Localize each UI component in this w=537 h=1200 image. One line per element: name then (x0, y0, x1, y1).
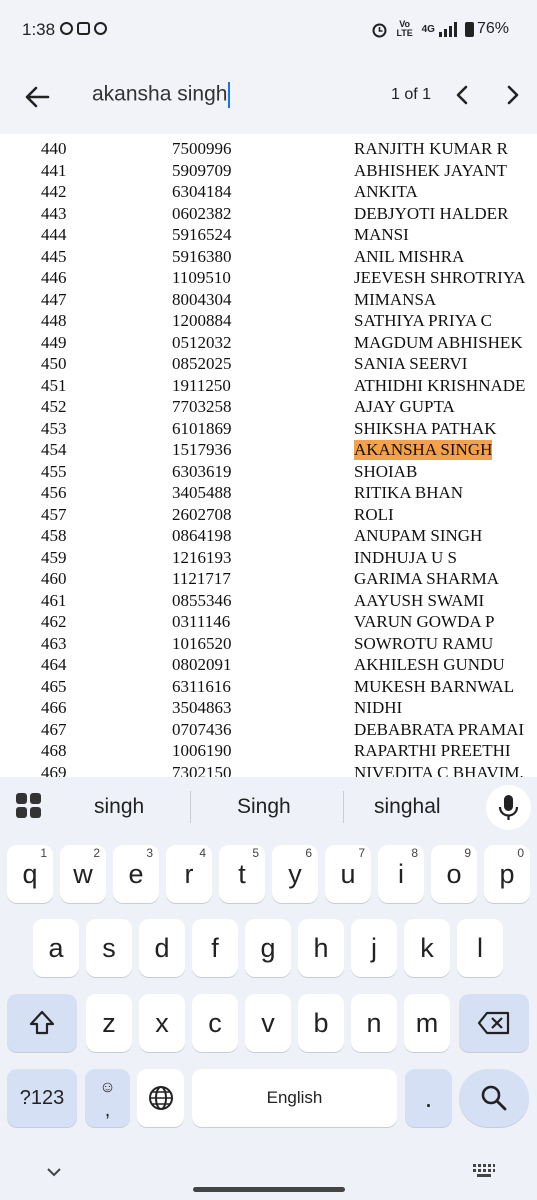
table-row (0, 763, 537, 778)
roll-code: 3504863 (172, 698, 232, 717)
roll-code: 7703258 (172, 397, 232, 416)
key-label: i (398, 859, 404, 889)
key-label: r (184, 859, 194, 889)
key-label: g (260, 933, 276, 963)
serial-number: 443 (41, 203, 67, 223)
roll-code: 1121717 (172, 569, 231, 588)
serial-number: 463 (41, 633, 67, 653)
table-row (0, 526, 537, 548)
table-row (0, 225, 537, 247)
period-key[interactable]: . (405, 1069, 452, 1127)
serial-number: 440 (41, 139, 67, 158)
key-r[interactable] (166, 845, 212, 903)
table-row (0, 612, 537, 634)
roll-code: 0512032 (172, 332, 232, 352)
serial-number: 441 (41, 160, 67, 180)
roll-code: 7302150 (172, 762, 232, 777)
roll-code: 0864198 (172, 526, 232, 545)
emoji-comma-key[interactable] (85, 1069, 130, 1127)
key-label: s (102, 933, 116, 963)
roll-code: 5909709 (172, 160, 232, 180)
candidate-name: AAYUSH SWAMI (354, 590, 485, 610)
key-label: a (48, 933, 64, 963)
candidate-name: RAPARTHI PREETHI (354, 741, 511, 760)
serial-number: 457 (41, 504, 67, 524)
status-time: 1:38 (22, 20, 56, 39)
search-key[interactable] (459, 1069, 529, 1127)
text-cursor (228, 82, 230, 108)
key-f[interactable] (192, 919, 238, 977)
key-label: c (208, 1008, 222, 1038)
roll-code: 1911250 (172, 375, 231, 395)
key-label: w (73, 859, 93, 889)
apps-grid-icon[interactable] (16, 793, 42, 819)
roll-code: 6304184 (172, 182, 232, 201)
serial-number: 449 (41, 332, 67, 352)
serial-number: 460 (41, 569, 67, 588)
candidate-name: MAGDUM ABHISHEK (354, 332, 523, 352)
candidate-name: DEBABRATA PRAMAI (354, 719, 525, 739)
find-in-page-toolbar (0, 62, 537, 134)
candidate-name: NIDHI (354, 698, 403, 717)
table-row (0, 182, 537, 204)
roll-code: 1016520 (172, 633, 232, 653)
key-a[interactable] (33, 919, 79, 977)
key-number-hint: 4 (199, 846, 206, 860)
next-match-button[interactable] (498, 80, 528, 110)
serial-number: 464 (41, 655, 67, 674)
candidate-name: ATHIDHI KRISHNADE (354, 375, 526, 395)
table-row (0, 440, 537, 462)
key-label: y (288, 859, 302, 889)
serial-number: 445 (41, 246, 67, 266)
candidate-name: MIMANSA (354, 289, 437, 309)
key-label: m (415, 1008, 439, 1038)
search-input[interactable] (92, 82, 230, 108)
suggestion-3[interactable]: singhal (374, 795, 441, 818)
serial-number: 454 (41, 440, 67, 459)
serial-number: 446 (41, 268, 67, 287)
divider (190, 791, 191, 823)
battery-percent: 76% (476, 20, 509, 37)
key-j[interactable] (351, 919, 397, 977)
table-row (0, 376, 537, 398)
serial-number: 451 (41, 375, 67, 395)
table-row (0, 698, 537, 720)
key-e[interactable] (113, 845, 159, 903)
suggestion-2[interactable]: Singh (237, 795, 291, 818)
serial-number: 468 (41, 741, 67, 760)
key-label: z (102, 1008, 116, 1038)
table-row (0, 462, 537, 484)
key-label: d (154, 933, 170, 963)
candidate-name: RANJITH KUMAR R (354, 139, 508, 158)
roll-code: 0707436 (172, 719, 232, 739)
key-number-hint: 7 (358, 846, 365, 860)
keyboard-switch-icon[interactable] (472, 1163, 496, 1179)
table-row (0, 139, 537, 161)
key-label: u (340, 859, 356, 889)
roll-code: 1200884 (172, 311, 232, 330)
key-label: p (499, 859, 515, 889)
divider (343, 791, 344, 823)
serial-number: 447 (41, 289, 67, 309)
key-number-hint: 0 (517, 846, 524, 860)
key-u[interactable] (325, 845, 371, 903)
backspace-key[interactable] (459, 994, 529, 1052)
alarm-icon (371, 21, 388, 38)
roll-code: 2602708 (172, 504, 232, 524)
search-query-text: akansha singh (92, 82, 228, 106)
key-number-hint: 1 (40, 846, 47, 860)
key-label: n (366, 1008, 382, 1038)
message-icon (77, 22, 90, 35)
on-screen-keyboard (0, 777, 537, 1200)
candidate-name: MUKESH BARNWAL (354, 676, 515, 696)
candidate-name: NIVEDITA C BHAVIM. (354, 762, 524, 777)
key-label: x (155, 1008, 169, 1038)
table-row (0, 677, 537, 699)
serial-number: 467 (41, 719, 67, 739)
key-label: v (261, 1008, 275, 1038)
key-label: b (313, 1008, 329, 1038)
roll-code: 6311616 (172, 676, 231, 696)
candidate-name: MANSI (354, 225, 409, 244)
serial-number: 458 (41, 526, 67, 545)
candidate-name: ANUPAM SINGH (354, 526, 483, 545)
key-y[interactable] (272, 845, 318, 903)
table-row (0, 591, 537, 613)
table-row (0, 333, 537, 355)
candidate-name: GARIMA SHARMA (354, 569, 499, 588)
key-number-hint: 6 (305, 846, 312, 860)
serial-number: 465 (41, 676, 67, 696)
table-row (0, 161, 537, 183)
candidate-name: ANKITA (354, 182, 418, 201)
table-row (0, 397, 537, 419)
key-label: e (128, 859, 144, 889)
key-number-hint: 9 (464, 846, 471, 860)
table-row (0, 419, 537, 441)
hide-keyboard-icon[interactable] (44, 1165, 64, 1179)
candidate-name: SOWROTU RAMU (354, 633, 494, 653)
key-label: k (420, 933, 434, 963)
table-row (0, 655, 537, 677)
serial-number: 469 (41, 762, 67, 777)
microphone-button[interactable] (486, 785, 531, 830)
key-number-hint: 5 (252, 846, 259, 860)
battery-icon (465, 22, 474, 37)
symbols-key[interactable]: ?123 (7, 1069, 77, 1127)
serial-number: 453 (41, 418, 67, 438)
key-x[interactable] (139, 994, 185, 1052)
key-label: f (211, 933, 219, 963)
candidate-name: ABHISHEK JAYANT (354, 160, 507, 180)
whatsapp-icon (94, 22, 107, 35)
table-row (0, 720, 537, 742)
whatsapp-icon (60, 22, 73, 35)
key-i[interactable] (378, 845, 424, 903)
suggestion-1[interactable]: singh (94, 795, 145, 818)
roll-code: 1006190 (172, 741, 232, 760)
key-number-hint: 3 (146, 846, 153, 860)
candidate-name: INDHUJA U S (354, 547, 457, 567)
backspace-icon (476, 1008, 512, 1038)
key-label: j (371, 933, 377, 963)
key-number-hint: 2 (93, 846, 100, 860)
key-d[interactable] (139, 919, 185, 977)
key-n[interactable] (351, 994, 397, 1052)
serial-number: 455 (41, 461, 67, 481)
roll-code: 0802091 (172, 655, 232, 674)
suggestion-strip (0, 777, 537, 839)
roll-code: 6101869 (172, 418, 232, 438)
signal-icon (439, 22, 457, 37)
candidate-name: AJAY GUPTA (354, 397, 455, 416)
serial-number: 450 (41, 354, 67, 373)
serial-number: 456 (41, 483, 67, 502)
serial-number: 444 (41, 225, 67, 244)
key-m[interactable] (404, 994, 450, 1052)
table-row (0, 548, 537, 570)
document-view[interactable] (0, 134, 537, 777)
roll-code: 0311146 (172, 612, 231, 631)
key-k[interactable] (404, 919, 450, 977)
microphone-icon (486, 785, 531, 830)
back-arrow-icon[interactable] (22, 82, 52, 112)
roll-code: 5916380 (172, 246, 232, 266)
table-row (0, 634, 537, 656)
key-label: t (238, 859, 246, 889)
table-row (0, 483, 537, 505)
gesture-handle (193, 1187, 345, 1192)
roll-code: 0852025 (172, 354, 232, 373)
table-row (0, 290, 537, 312)
key-v[interactable] (245, 994, 291, 1052)
emoji-icon: ☺ (99, 1079, 116, 1096)
volte-indicator: Vo LTE (396, 19, 413, 38)
roll-code: 5916524 (172, 225, 232, 244)
table-row (0, 741, 537, 763)
key-o[interactable] (431, 845, 477, 903)
candidate-name: SANIA SEERVI (354, 354, 468, 373)
serial-number: 461 (41, 590, 67, 610)
language-key[interactable] (137, 1069, 184, 1127)
previous-match-button[interactable] (448, 80, 478, 110)
status-right (371, 20, 509, 38)
table-row (0, 311, 537, 333)
key-label: l (477, 933, 483, 963)
shift-key[interactable] (7, 994, 77, 1052)
roll-code: 0855346 (172, 590, 232, 610)
candidate-name: VARUN GOWDA P (354, 612, 495, 631)
roll-code: 1517936 (172, 440, 232, 459)
roll-code: 1109510 (172, 268, 231, 287)
candidate-name: RITIKA BHAN (354, 483, 464, 502)
key-number-hint: 8 (411, 846, 418, 860)
key-label: h (313, 933, 329, 963)
serial-number: 462 (41, 612, 67, 631)
table-row (0, 247, 537, 269)
search-icon (478, 1082, 510, 1114)
roll-code: 7500996 (172, 139, 232, 158)
serial-number: 452 (41, 397, 67, 416)
notification-icons (60, 22, 107, 35)
candidate-name: ANIL MISHRA (354, 246, 465, 266)
key-g[interactable] (245, 919, 291, 977)
candidate-name: JEEVESH SHROTRIYA (354, 268, 526, 287)
key-p[interactable] (484, 845, 530, 903)
roll-code: 6303619 (172, 461, 232, 481)
status-bar (0, 0, 537, 62)
globe-icon (147, 1084, 175, 1112)
shift-arrow-icon (27, 1008, 57, 1038)
space-bar[interactable]: English (192, 1069, 397, 1127)
table-row (0, 268, 537, 290)
table-row (0, 569, 537, 591)
candidate-name: ROLI (354, 504, 394, 524)
serial-number: 448 (41, 311, 67, 330)
match-count: 1 of 1 (391, 86, 432, 103)
comma-label: , (104, 1099, 111, 1121)
candidate-name: SHIKSHA PATHAK (354, 418, 497, 438)
serial-number: 459 (41, 547, 67, 567)
key-w[interactable] (60, 845, 106, 903)
candidate-name: DEBJYOTI HALDER (354, 203, 509, 223)
key-b[interactable] (298, 994, 344, 1052)
table-row (0, 204, 537, 226)
key-label: q (22, 859, 38, 889)
key-z[interactable] (86, 994, 132, 1052)
candidate-name: SATHIYA PRIYA C (354, 311, 492, 330)
serial-number: 442 (41, 182, 67, 201)
candidate-name: SHOIAB (354, 461, 418, 481)
table-row (0, 354, 537, 376)
roll-code: 0602382 (172, 203, 232, 223)
search-match-highlight: AKANSHA SINGH (354, 440, 493, 459)
table-row (0, 505, 537, 527)
network-type: 4G (421, 23, 435, 35)
key-q[interactable] (7, 845, 53, 903)
roll-code: 8004304 (172, 289, 232, 309)
candidate-name: AKHILESH GUNDU (354, 655, 505, 674)
serial-number: 466 (41, 698, 67, 717)
key-c[interactable] (192, 994, 238, 1052)
key-l[interactable] (457, 919, 503, 977)
key-s[interactable] (86, 919, 132, 977)
key-h[interactable] (298, 919, 344, 977)
roll-code: 3405488 (172, 483, 232, 502)
key-label: o (446, 859, 462, 889)
roll-code: 1216193 (172, 547, 232, 567)
key-t[interactable] (219, 845, 265, 903)
